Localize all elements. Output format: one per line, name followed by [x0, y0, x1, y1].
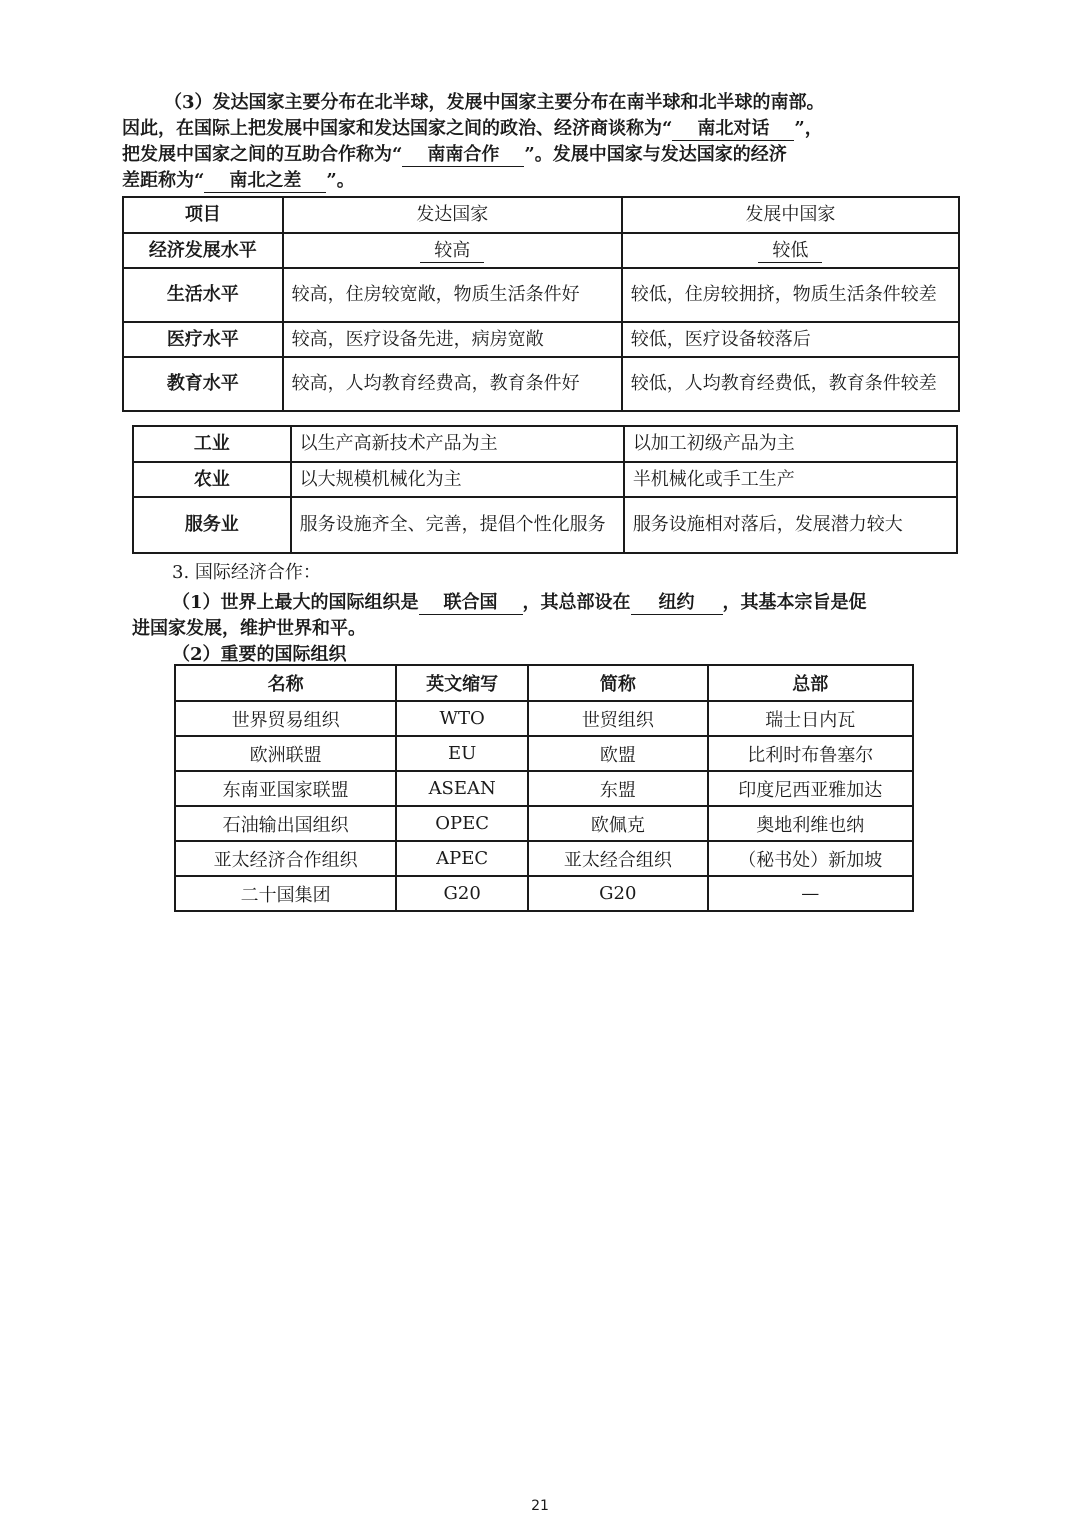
cooperation-heading: 3. 国际经济合作：	[172, 562, 321, 583]
table-cell: 较低，住房较拥挤，物质生活条件较差	[622, 268, 959, 322]
org-name: 东南亚国家联盟	[175, 771, 396, 806]
row-label: 生活水平	[123, 268, 283, 322]
industry-table	[132, 425, 958, 554]
answer-blank-south-south-cooperation: 南南合作	[402, 144, 524, 167]
org-headquarters: —	[708, 876, 913, 911]
org-abbreviation: G20	[396, 876, 528, 911]
text-run: 差距称为“	[122, 170, 205, 191]
section-3-line-3	[122, 142, 962, 168]
table-row	[123, 268, 959, 322]
org-headquarters: 奥地利维也纳	[708, 806, 913, 841]
answer-cell	[622, 233, 959, 268]
org-name: 石油输出国组织	[175, 806, 396, 841]
org-abbreviation: EU	[396, 736, 528, 771]
table-cell: 较高，住房较宽敞，物质生活条件好	[283, 268, 622, 322]
table-row	[133, 462, 957, 497]
cooperation-line-1	[132, 590, 972, 616]
table-cell: 以加工初级产品为主	[624, 426, 957, 462]
text-run: 把发展中国家之间的互助合作称为“	[122, 144, 403, 165]
text-run: （1）世界上最大的国际组织是	[172, 592, 419, 613]
table-cell: 服务设施齐全、完善，提倡个性化服务	[291, 497, 624, 553]
section-3-line-2	[122, 116, 962, 142]
header-cell: 简称	[528, 665, 708, 701]
section-3-line-1: （3）发达国家主要分布在北半球，发展中国家主要分布在南半球和北半球的南部。	[164, 92, 825, 113]
answer-blank-north-south-gap: 南北之差	[204, 170, 326, 193]
comparison-table	[122, 196, 960, 412]
text-run: ”。	[326, 170, 355, 191]
org-abbreviation: OPEC	[396, 806, 528, 841]
org-abbreviation: WTO	[396, 701, 528, 736]
answer-blank-new-york: 纽约	[631, 592, 723, 615]
org-short-name: 欧佩克	[528, 806, 708, 841]
cooperation-line-2: 进国家发展，维护世界和平。	[132, 618, 366, 639]
table-cell: 较低，医疗设备较落后	[622, 322, 959, 357]
text-run: ，其基本宗旨是促	[722, 592, 867, 613]
table-cell: 较低，人均教育经费低，教育条件较差	[622, 357, 959, 411]
row-label: 医疗水平	[123, 322, 283, 357]
org-short-name: 欧盟	[528, 736, 708, 771]
organizations-table	[174, 664, 914, 912]
page-number: 21	[531, 1498, 549, 1514]
table-row	[175, 806, 913, 841]
cooperation-section	[132, 560, 972, 668]
table-cell: 较高，医疗设备先进，病房宽敞	[283, 322, 622, 357]
header-cell: 项目	[123, 197, 283, 233]
org-name: 欧洲联盟	[175, 736, 396, 771]
table-row	[175, 876, 913, 911]
table-cell: 以大规模机械化为主	[291, 462, 624, 497]
table-row	[123, 233, 959, 268]
org-short-name: 世贸组织	[528, 701, 708, 736]
row-label: 农业	[133, 462, 291, 497]
text-run: ”，	[794, 118, 823, 139]
header-cell: 名称	[175, 665, 396, 701]
org-headquarters: 瑞士日内瓦	[708, 701, 913, 736]
org-name: 二十国集团	[175, 876, 396, 911]
table-cell: 较高，人均教育经费高，教育条件好	[283, 357, 622, 411]
answer-blank-north-south-dialogue: 南北对话	[672, 118, 794, 141]
answer-underline: 较低	[758, 240, 822, 263]
answer-underline: 较高	[420, 240, 484, 263]
org-name: 世界贸易组织	[175, 701, 396, 736]
header-cell: 发达国家	[283, 197, 622, 233]
table-row	[175, 771, 913, 806]
header-cell: 发展中国家	[622, 197, 959, 233]
org-short-name: 亚太经合组织	[528, 841, 708, 876]
header-cell: 总部	[708, 665, 913, 701]
row-label: 经济发展水平	[123, 233, 283, 268]
org-headquarters: 印度尼西亚雅加达	[708, 771, 913, 806]
table-row	[175, 701, 913, 736]
row-label: 工业	[133, 426, 291, 462]
table-cell: 半机械化或手工生产	[624, 462, 957, 497]
org-abbreviation: APEC	[396, 841, 528, 876]
text-run: ”。发展中国家与发达国家的经济	[524, 144, 787, 165]
answer-blank-un: 联合国	[419, 592, 523, 615]
table-row	[123, 357, 959, 411]
table-row	[175, 841, 913, 876]
org-name: 亚太经济合作组织	[175, 841, 396, 876]
cooperation-line-3: （2）重要的国际组织	[172, 644, 347, 665]
text-run: ，其总部设在	[522, 592, 631, 613]
row-label: 服务业	[133, 497, 291, 553]
answer-cell	[283, 233, 622, 268]
org-headquarters: （秘书处）新加坡	[708, 841, 913, 876]
org-abbreviation: ASEAN	[396, 771, 528, 806]
section-3-line-4	[122, 168, 962, 194]
org-short-name: 东盟	[528, 771, 708, 806]
table-cell: 以生产高新技术产品为主	[291, 426, 624, 462]
table-row	[133, 497, 957, 553]
header-cell: 英文缩写	[396, 665, 528, 701]
org-headquarters: 比利时布鲁塞尔	[708, 736, 913, 771]
org-short-name: G20	[528, 876, 708, 911]
text-run: 因此，在国际上把发展中国家和发达国家之间的政治、经济商谈称为“	[122, 118, 673, 139]
section-3-paragraph	[122, 90, 962, 194]
row-label: 教育水平	[123, 357, 283, 411]
table-row	[123, 322, 959, 357]
table-row	[175, 736, 913, 771]
table-row	[133, 426, 957, 462]
table-cell: 服务设施相对落后，发展潜力较大	[624, 497, 957, 553]
